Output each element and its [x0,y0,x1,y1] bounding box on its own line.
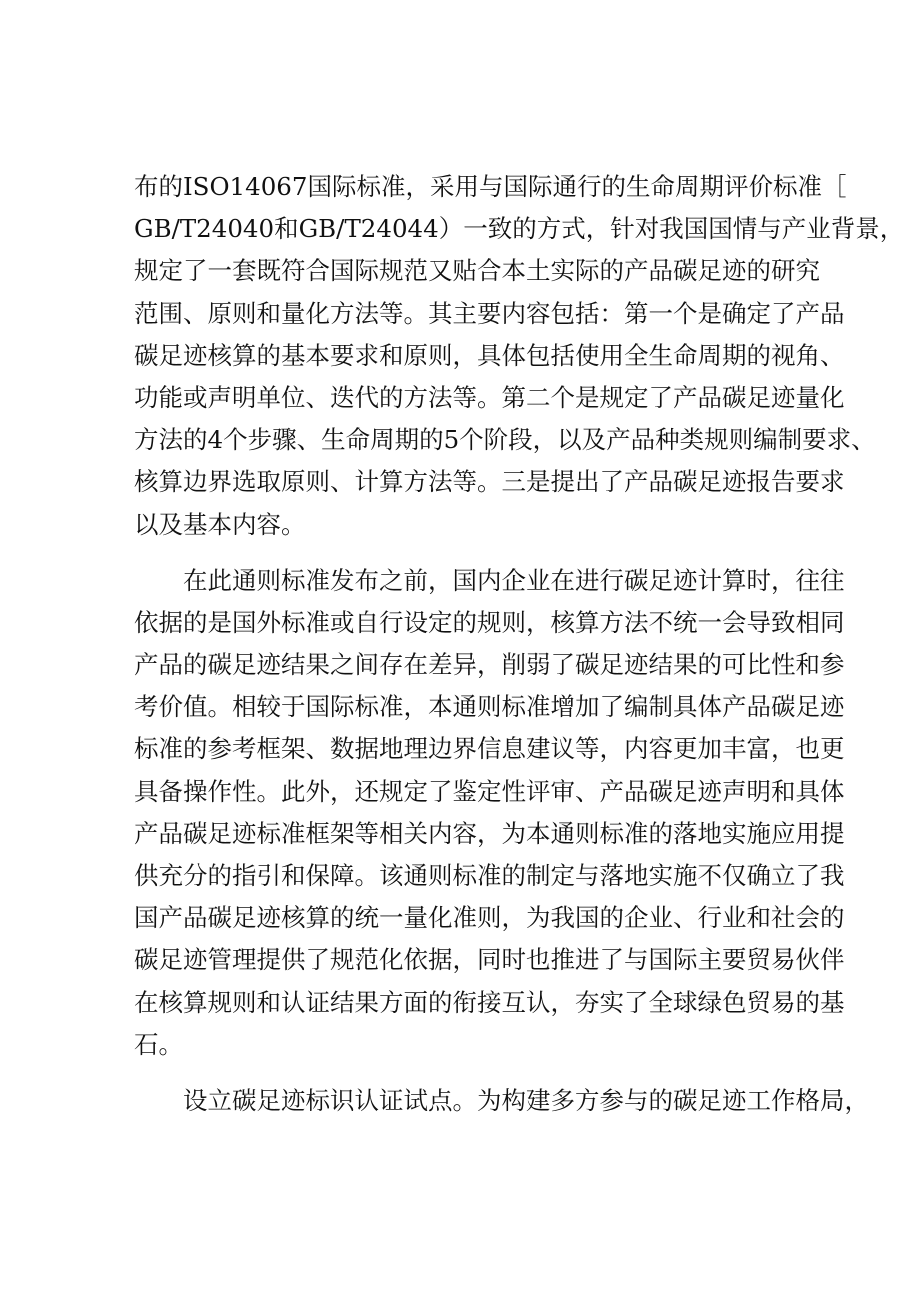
text-line: 功能或声明单位、迭代的方法等。第二个是规定了产品碳足迹量化 [134,382,845,412]
text-line: 在此通则标准发布之前，国内企业在进行碳足迹计算时，往往 [183,565,845,595]
text-line: 考价值。相较于国际标准，本通则标准增加了编制具体产品碳足迹 [134,692,845,722]
text-line: GB/T24040和GB/T24044）一致的方式，针对我国国情与产业背景， [134,214,905,244]
text-line: 碳足迹核算的基本要求和原则，具体包括使用全生命周期的视角、 [134,340,845,370]
text-line: 标准的参考框架、数据地理边界信息建议等，内容更加丰富，也更 [134,734,845,764]
text-line: 方法的4个步骤、生命周期的5个阶段，以及产品种类规则编制要求、 [134,425,876,455]
text-line: 规定了一套既符合国际规范又贴合本土实际的产品碳足迹的研究 [134,256,820,286]
paragraph-1 [134,166,905,546]
text-line: 产品碳足迹标准框架等相关内容，为本通则标准的落地实施应用提 [134,818,845,848]
text-line: 布的ISO14067国际标准，采用与国际通行的生命周期评价标准［ [134,172,847,201]
text-line: 设立碳足迹标识认证试点。为构建多方参与的碳足迹工作格局， [183,1085,869,1115]
text-line: 碳足迹管理提供了规范化依据，同时也推进了与国际主要贸易伙伴 [134,945,845,975]
paragraph-gap [134,1066,804,1080]
text-line: 产品的碳足迹结果之间存在差异，削弱了碳足迹结果的可比性和参 [134,650,845,680]
text-line: 依据的是国外标准或自行设定的规则，核算方法不统一会导致相同 [134,607,845,637]
text-line: 石。 [134,1029,183,1059]
document-body [134,166,905,1122]
text-line: 以及基本内容。 [134,509,306,539]
text-line: 供充分的指引和保障。该通则标准的制定与落地实施不仅确立了我 [134,861,845,890]
text-line: 在核算规则和认证结果方面的衔接互认，夯实了全球绿色贸易的基 [134,987,845,1017]
text-line: 核算边界选取原则、计算方法等。三是提出了产品碳足迹报告要求 [134,467,845,497]
paragraph-2 [134,560,845,1066]
paragraph-gap [134,546,804,560]
text-line: 范围、原则和量化方法等。其主要内容包括：第一个是确定了产品 [134,298,845,328]
paragraph-3 [134,1080,869,1122]
text-line: 具备操作性。此外，还规定了鉴定性评审、产品碳足迹声明和具体 [134,776,845,806]
text-line: 国产品碳足迹核算的统一量化准则，为我国的企业、行业和社会的 [134,903,845,933]
